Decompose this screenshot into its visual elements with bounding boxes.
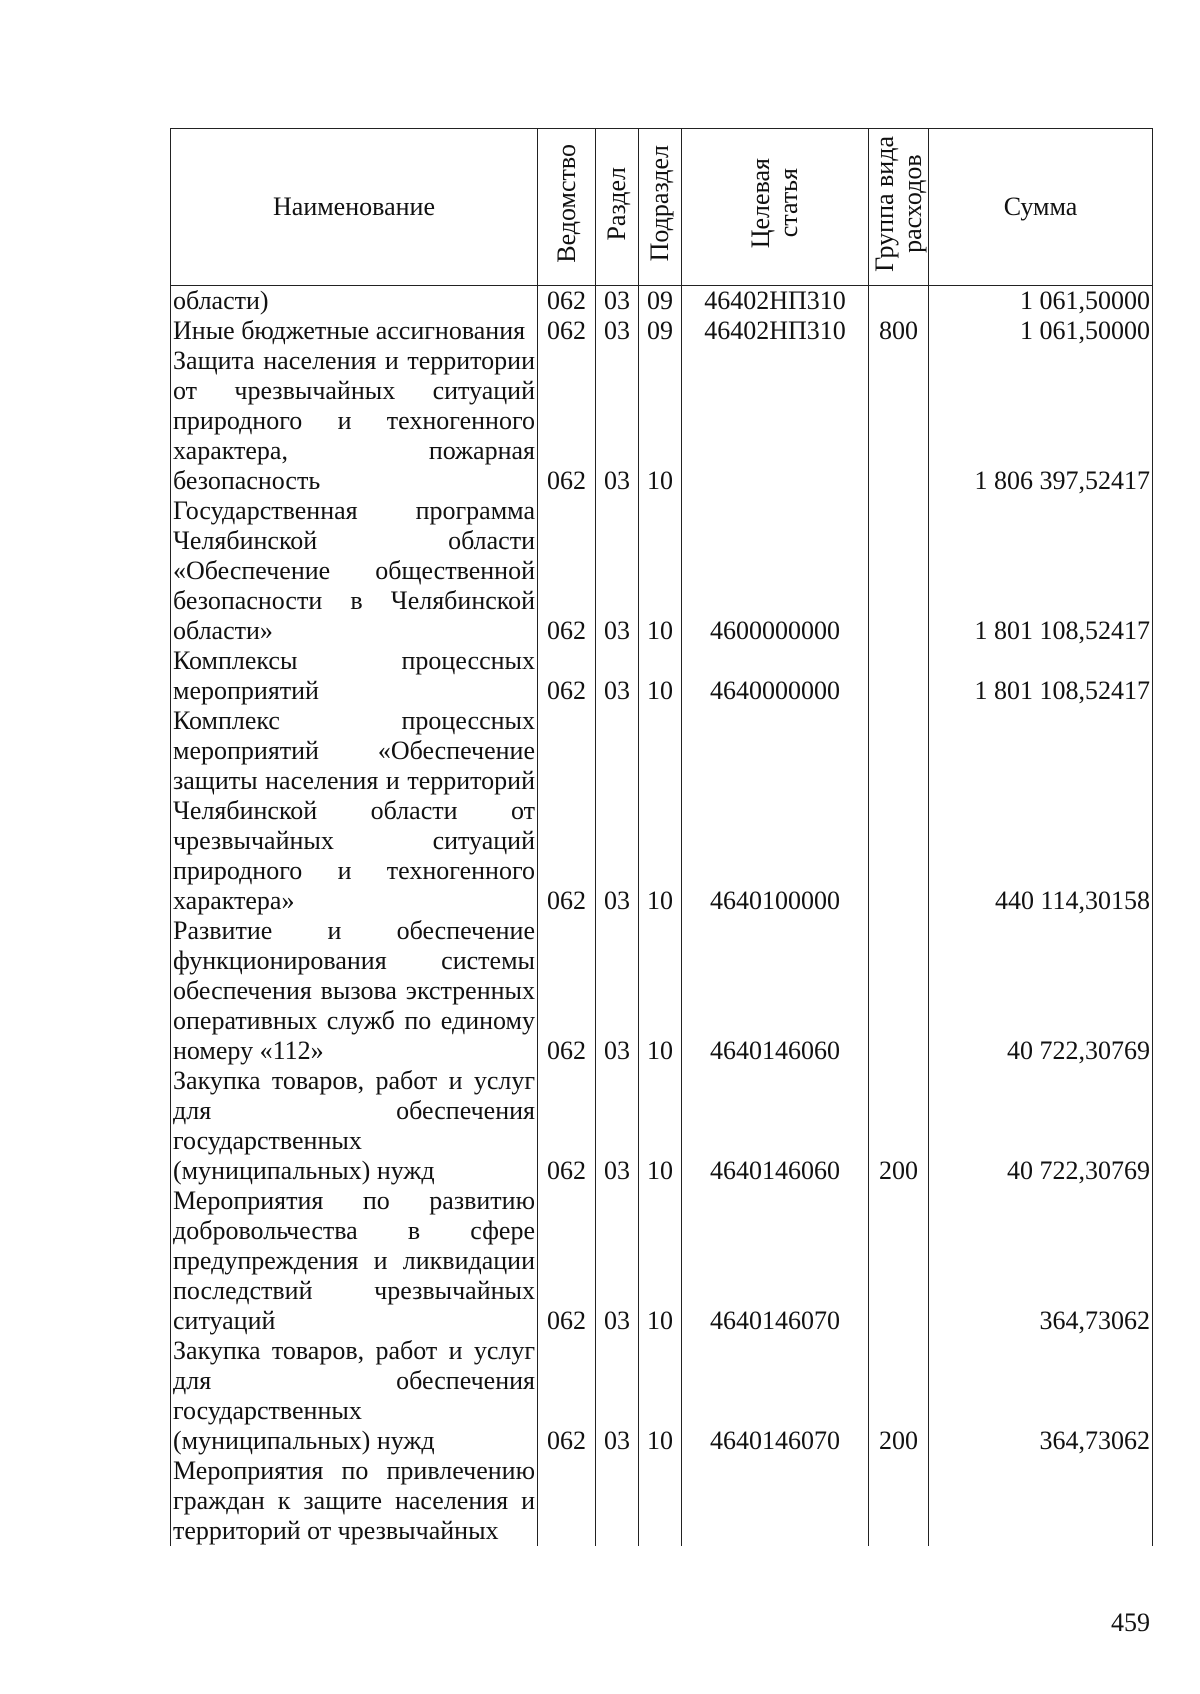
row-department: 062 [538,496,596,646]
row-department [538,1456,596,1546]
row-expense-group: 800 [869,316,929,346]
row-subsection: 10 [639,496,682,646]
row-expense-group [869,1186,929,1336]
row-target-article [682,1456,869,1546]
row-name: Развитие и обеспечение функционирования системы обеспечения вызова экстренных оперативных служб по единому номеру «112» [171,916,538,1066]
row-subsection [639,1456,682,1546]
row-amount: 364,73062 [929,1186,1153,1336]
row-section: 03 [596,316,639,346]
row-target-article: 4640146070 [682,1186,869,1336]
row-amount: 40 722,30769 [929,1066,1153,1186]
row-subsection: 10 [639,646,682,706]
row-subsection: 10 [639,706,682,916]
row-department: 062 [538,1336,596,1456]
row-amount: 1 801 108,52417 [929,496,1153,646]
row-expense-group [869,916,929,1066]
table-row [171,706,1153,916]
table-row [171,1336,1153,1456]
row-amount: 440 114,30158 [929,706,1153,916]
row-department: 062 [538,1066,596,1186]
table-row [171,1066,1153,1186]
row-section [596,1456,639,1546]
table-row [171,646,1153,706]
row-expense-group [869,496,929,646]
table-row [171,496,1153,646]
row-section: 03 [596,646,639,706]
row-section: 03 [596,496,639,646]
row-name: Закупка товаров, работ и услуг для обеспечения государственных (муниципальных) нужд [171,1066,538,1186]
row-name: Защита населения и территории от чрезвычайных ситуаций природного и техногенного характера, пожарная безопасность [171,346,538,496]
row-name: Мероприятия по привлечению граждан к защите населения и территорий от чрезвычайных [171,1456,538,1546]
header-section: Раздел [596,129,639,286]
row-name: Иные бюджетные ассигнования [171,316,538,346]
row-target-article: 46402НП310 [682,286,869,317]
row-subsection: 10 [639,1336,682,1456]
row-section: 03 [596,346,639,496]
row-expense-group: 200 [869,1066,929,1186]
header-target-article: Целевая статья [682,129,869,286]
header-expense-group: Группа вида расходов [869,129,929,286]
row-department: 062 [538,316,596,346]
row-subsection: 09 [639,286,682,317]
row-department: 062 [538,346,596,496]
row-expense-group [869,286,929,317]
row-target-article: 46402НП310 [682,316,869,346]
row-name: Закупка товаров, работ и услуг для обеспечения государственных (муниципальных) нужд [171,1336,538,1456]
row-section: 03 [596,706,639,916]
table-header [171,129,1153,286]
row-name: области) [171,286,538,317]
row-section: 03 [596,1186,639,1336]
row-target-article: 4600000000 [682,496,869,646]
table-row [171,316,1153,346]
row-department: 062 [538,286,596,317]
row-expense-group [869,706,929,916]
row-department: 062 [538,706,596,916]
row-name: Комплекс процессных мероприятий «Обеспечение защиты населения и территорий Челябинской области от чрезвычайных ситуаций природного и техногенного характера» [171,706,538,916]
table-body [171,286,1153,1547]
row-target-article [682,346,869,496]
row-amount: 40 722,30769 [929,916,1153,1066]
row-amount: 1 061,50000 [929,286,1153,317]
table-row [171,916,1153,1066]
row-target-article: 4640146060 [682,916,869,1066]
row-department: 062 [538,1186,596,1336]
header-department: Ведомство [538,129,596,286]
row-section: 03 [596,286,639,317]
row-subsection: 09 [639,316,682,346]
row-expense-group [869,1456,929,1546]
row-subsection: 10 [639,1186,682,1336]
row-target-article: 4640000000 [682,646,869,706]
table-row [171,1456,1153,1546]
row-department: 062 [538,646,596,706]
table-row [171,1186,1153,1336]
row-amount: 1 801 108,52417 [929,646,1153,706]
table-row [171,286,1153,317]
row-name: Государственная программа Челябинской области «Обеспечение общественной безопасности в Челябинской области» [171,496,538,646]
row-subsection: 10 [639,346,682,496]
row-department: 062 [538,916,596,1066]
row-subsection: 10 [639,916,682,1066]
page-number: 459 [1111,1608,1150,1637]
row-amount [929,1456,1153,1546]
budget-table [170,128,1153,1546]
row-amount: 1 806 397,52417 [929,346,1153,496]
row-name: Комплексы процессных мероприятий [171,646,538,706]
row-amount: 364,73062 [929,1336,1153,1456]
table-row [171,346,1153,496]
row-section: 03 [596,916,639,1066]
row-expense-group [869,346,929,496]
row-target-article: 4640146070 [682,1336,869,1456]
row-expense-group: 200 [869,1336,929,1456]
row-expense-group [869,646,929,706]
row-amount: 1 061,50000 [929,316,1153,346]
row-section: 03 [596,1336,639,1456]
row-target-article: 4640100000 [682,706,869,916]
header-amount: Сумма [929,129,1153,286]
header-subsection: Подраздел [639,129,682,286]
row-name: Мероприятия по развитию добровольчества в сфере предупреждения и ликвидации последствий чрезвычайных ситуаций [171,1186,538,1336]
row-subsection: 10 [639,1066,682,1186]
row-target-article: 4640146060 [682,1066,869,1186]
row-section: 03 [596,1066,639,1186]
header-name: Наименование [171,129,538,286]
